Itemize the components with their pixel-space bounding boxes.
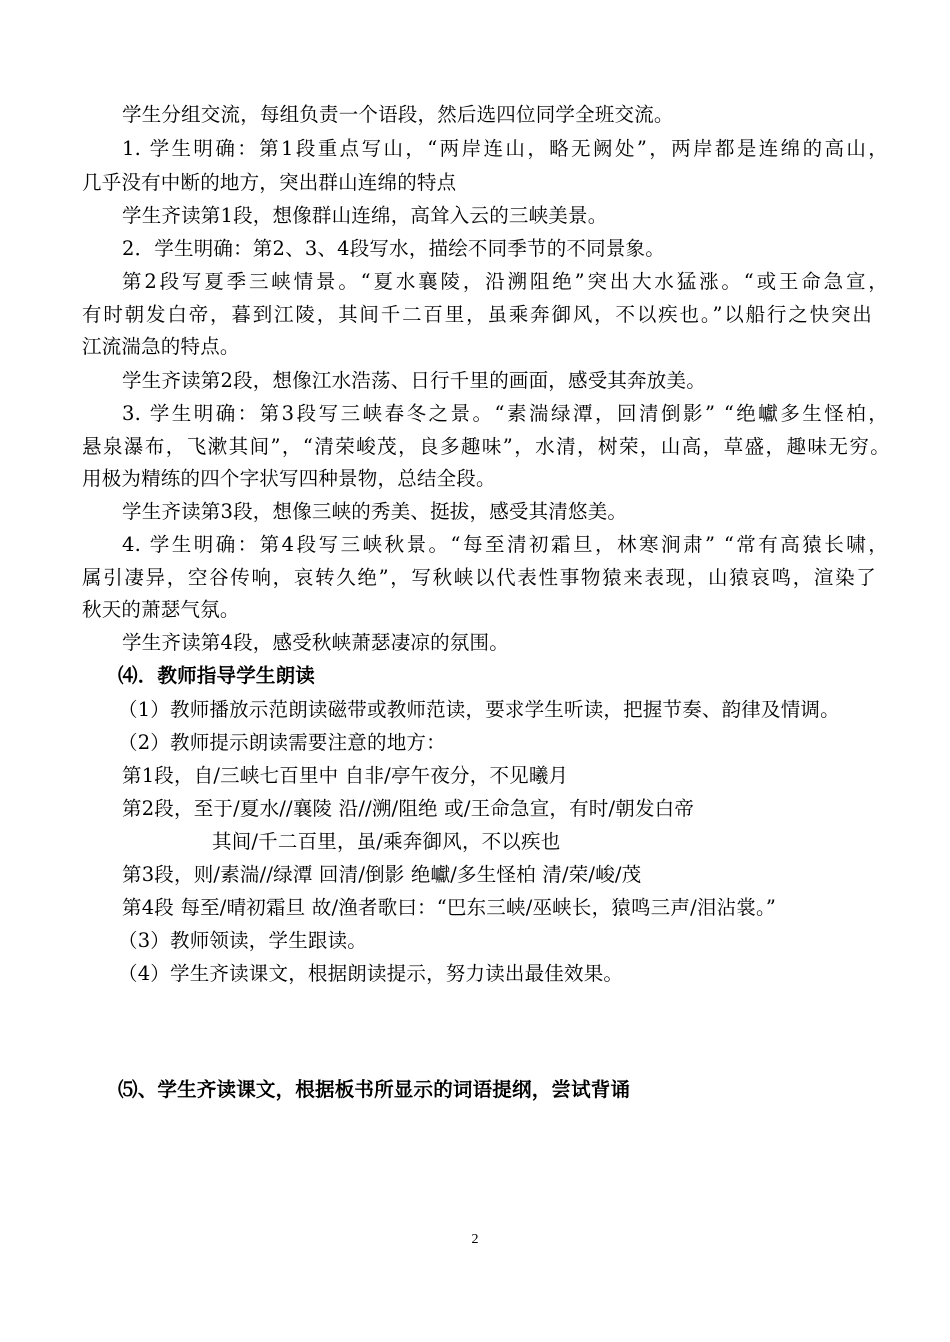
paragraph-line: （1）教师播放示范朗读磁带或教师范读，要求学生听读，把握节奏、韵律及情调。 <box>118 698 840 721</box>
paragraph-line: 4. 学生明确：第4段写三峡秋景。“每至清初霜旦，林寒涧肃” “常有高猿长啸， <box>122 533 888 556</box>
paragraph-line: （2）教师提示朗读需要注意的地方： <box>118 731 446 754</box>
paragraph-line: 几乎没有中断的地方，突出群山连绵的特点 <box>82 171 457 194</box>
paragraph-line: 学生分组交流，每组负责一个语段，然后选四位同学全班交流。 <box>122 103 674 126</box>
paragraph-line: 用极为精练的四个字状写四种景物，总结全段。 <box>82 467 496 490</box>
paragraph-line: 学生齐读第2段，想像江水浩荡、日行千里的画面，感受其奔放美。 <box>122 369 706 392</box>
paragraph-line: 秋天的萧瑟气氛。 <box>82 598 240 621</box>
page-number: 2 <box>471 1232 479 1247</box>
paragraph-line: 江流湍急的特点。 <box>82 335 240 358</box>
paragraph-line: 第4段 每至/晴初霜旦 故/渔者歌曰：“巴东三峡/巫峡长，猿鸣三声/泪沾裳。” <box>122 896 777 919</box>
paragraph-line: 3. 学生明确：第3段写三峡春冬之景。“素湍绿潭，回清倒影” “绝巘多生怪柏， <box>122 402 888 425</box>
paragraph-line: 悬泉瀑布，飞漱其间”，“清荣峻茂，良多趣味”，水清，树荣，山高，草盛，趣味无穷。 <box>82 435 890 458</box>
paragraph-line: 有时朝发白帝，暮到江陵，其间千二百里，虽乘奔御风，不以疾也。”以船行之快突出 <box>82 303 872 326</box>
paragraph-line: 第2段，至于/夏水//襄陵 沿//溯/阻绝 或/王命急宣，有时/朝发白帝 <box>122 797 695 820</box>
paragraph-line: 1. 学生明确：第1段重点写山，“两岸连山，略无阙处”，两岸都是连绵的高山， <box>122 137 888 160</box>
paragraph-line: （3）教师领读，学生跟读。 <box>118 929 368 952</box>
section-heading: ⑸、学生齐读课文，根据板书所显示的词语提纲，尝试背诵 <box>118 1078 631 1101</box>
paragraph-line: 第2段写夏季三峡情景。“夏水襄陵，沿溯阻绝”突出大水猛涨。“或王命急宣， <box>122 270 888 293</box>
section-heading: ⑷．教师指导学生朗读 <box>118 664 316 687</box>
paragraph-line: （4）学生齐读课文，根据朗读提示，努力读出最佳效果。 <box>118 962 624 985</box>
paragraph-line: 属引凄异，空谷传响，哀转久绝”，写秋峡以代表性事物猿来表现，山猿哀鸣，渲染了 <box>82 566 876 589</box>
paragraph-line: 学生齐读第1段，想像群山连绵，高耸入云的三峡美景。 <box>122 204 608 227</box>
paragraph-line: 学生齐读第4段，感受秋峡萧瑟凄凉的氛围。 <box>122 631 509 654</box>
paragraph-line: 第3段，则/素湍//绿潭 回清/倒影 绝巘/多生怪柏 清/荣/峻/茂 <box>122 863 642 886</box>
paragraph-line: 其间/千二百里，虽/乘奔御风，不以疾也 <box>212 830 561 853</box>
paragraph-line: 2．学生明确：第2、3、4段写水，描绘不同季节的不同景象。 <box>122 237 665 260</box>
paragraph-line: 学生齐读第3段，想像三峡的秀美、挺拔，感受其清悠美。 <box>122 500 628 523</box>
paragraph-line: 第1段，自/三峡七百里中 自非/亭午夜分，不见曦月 <box>122 764 569 787</box>
